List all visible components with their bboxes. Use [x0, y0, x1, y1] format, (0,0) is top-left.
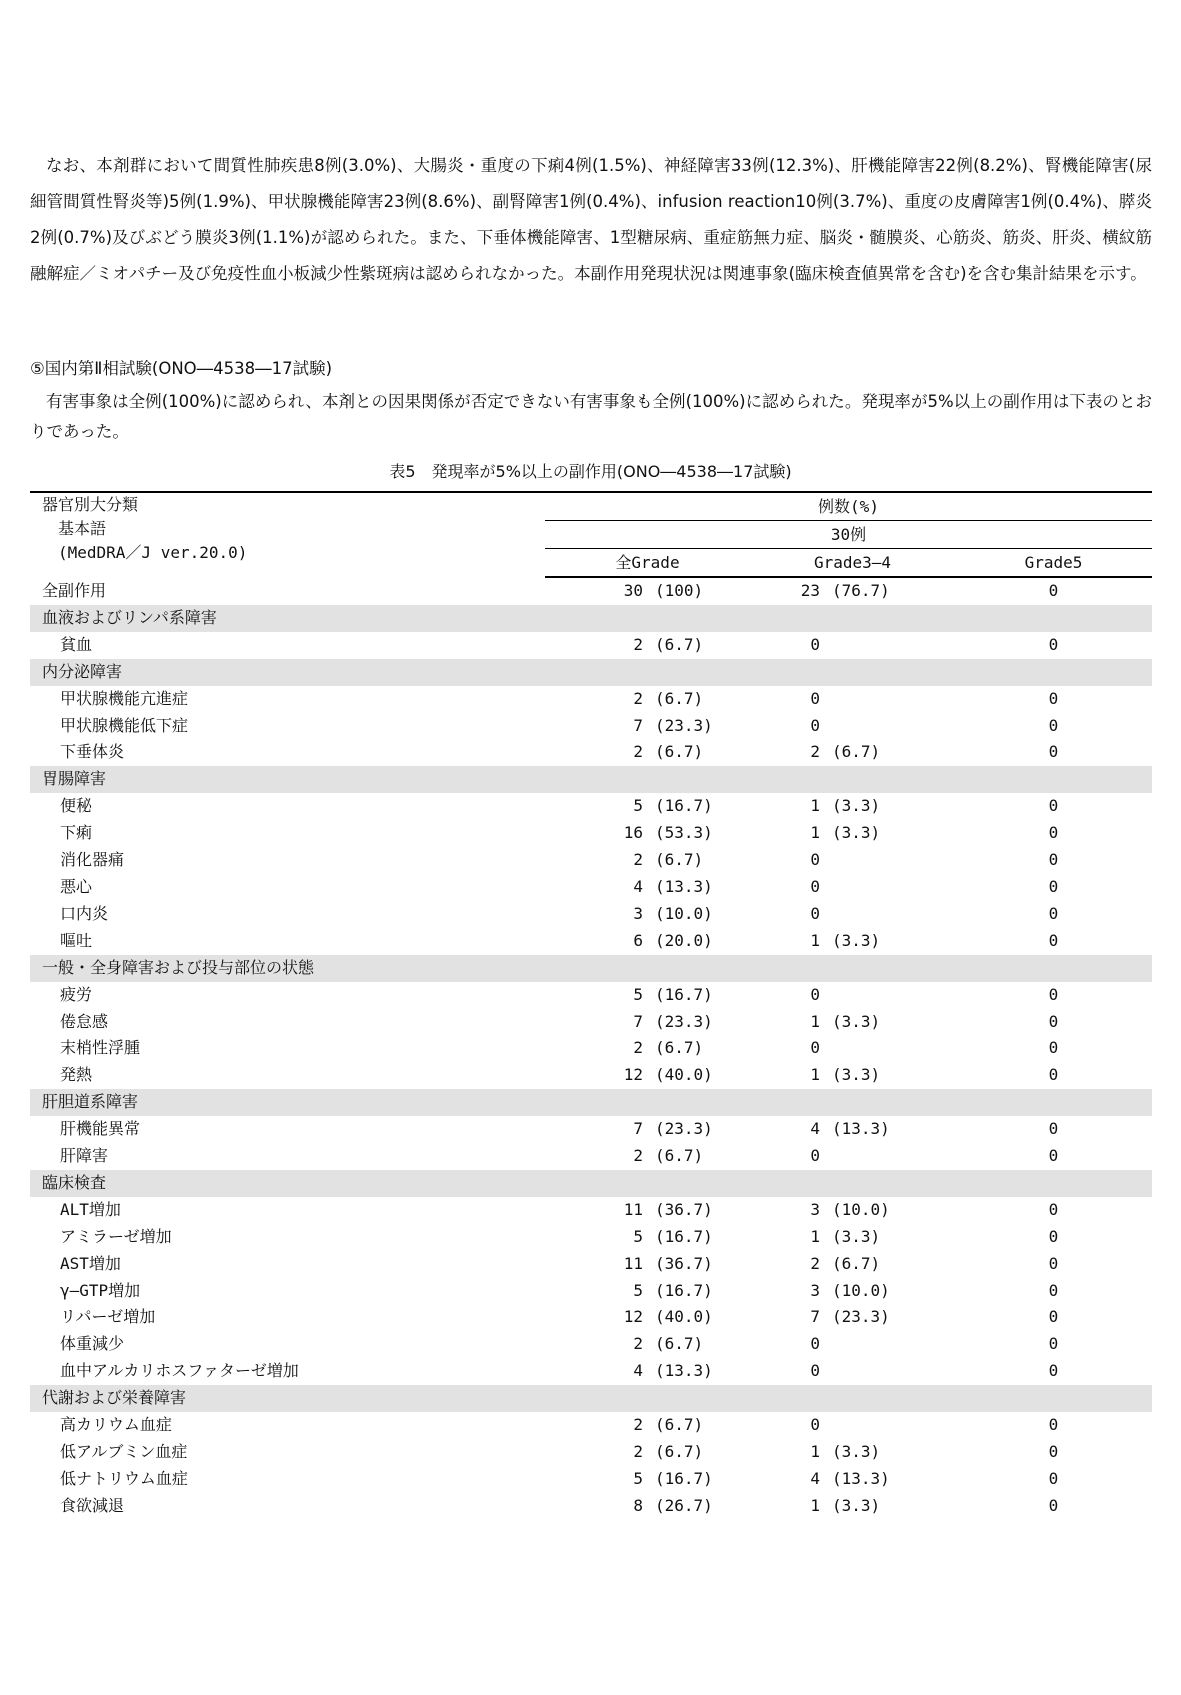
all-grade-cell [545, 874, 750, 901]
all-grade-percent: (13.3) [655, 1361, 713, 1381]
table-row [30, 928, 1152, 955]
grade34-count: 0 [810, 1038, 820, 1058]
header-col-g34: Grade3―4 [750, 549, 955, 578]
all-grade-count: 2 [633, 742, 643, 762]
all-grade-percent: (40.0) [655, 1307, 713, 1327]
grade34-cell [750, 793, 955, 820]
category-label: 胃腸障害 [30, 766, 1152, 793]
table-row [30, 901, 1152, 928]
all-grade-percent: (6.7) [655, 1038, 704, 1058]
grade34-count: 1 [810, 1226, 820, 1246]
all-grade-count: 5 [633, 1468, 643, 1488]
row-label: ALT増加 [60, 1199, 121, 1219]
header-n-label: 30例 [545, 521, 1152, 549]
grade34-percent: (6.7) [832, 1253, 881, 1273]
row-label: 低アルブミン血症 [60, 1442, 188, 1461]
grade34-percent: (76.7) [832, 581, 890, 600]
all-grade-percent: (6.7) [655, 1415, 704, 1435]
all-grade-count: 12 [623, 1065, 643, 1085]
row-label: 食欲減退 [60, 1495, 125, 1515]
grade5-cell: 0 [1048, 1415, 1059, 1435]
grade34-cell [750, 1278, 955, 1305]
row-label: 発熱 [60, 1065, 93, 1085]
all-grade-count: 2 [633, 688, 643, 708]
category-label: 血液およびリンパ系障害 [30, 605, 1152, 632]
grade34-count: 0 [810, 1415, 820, 1435]
grade34-cell [750, 1224, 955, 1251]
table-row [30, 1439, 1152, 1466]
grade5-cell: 0 [1048, 1226, 1059, 1246]
header-group-label: 例数(%) [545, 492, 1152, 521]
all-grade-cell [545, 1116, 750, 1143]
all-grade-cell [545, 1493, 750, 1520]
row-label: 低ナトリウム血症 [60, 1468, 188, 1488]
all-grade-count: 6 [633, 930, 643, 950]
table-row [30, 1062, 1152, 1089]
table-row [30, 1278, 1152, 1305]
row-label: アミラーゼ増加 [60, 1226, 172, 1246]
all-grade-cell [545, 1331, 750, 1358]
row-label: 口内炎 [60, 903, 109, 923]
grade34-cell [750, 1197, 955, 1224]
all-grade-percent: (13.3) [655, 876, 713, 896]
all-grade-count: 5 [633, 984, 643, 1004]
grade34-cell [750, 820, 955, 847]
grade34-count: 4 [810, 1119, 820, 1139]
grade34-cell [750, 847, 955, 874]
grade5-cell: 0 [1048, 1253, 1059, 1273]
all-grade-cell [545, 1278, 750, 1305]
grade5-cell: 0 [1048, 1038, 1059, 1058]
grade34-cell [750, 1493, 955, 1520]
grade5-cell: 0 [1048, 1307, 1059, 1327]
section-paragraph: 有害事象は全例(100%)に認められ、本剤との因果関係が否定できない有害事象も全例(100%)に認められた。発現率が5%以上の副作用は下表のとおりであった。 [30, 392, 1152, 441]
grade5-cell: 0 [1048, 688, 1059, 708]
adverse-events-table [30, 491, 1152, 1520]
table-row [30, 982, 1152, 1009]
all-grade-percent: (16.7) [655, 1468, 713, 1488]
grade34-count: 1 [810, 823, 820, 843]
row-label: 便秘 [60, 796, 93, 816]
table-row [30, 686, 1152, 713]
table-row [30, 847, 1152, 874]
row-label: 甲状腺機能低下症 [60, 715, 189, 735]
grade34-percent: (6.7) [832, 742, 881, 762]
all-grade-count: 2 [633, 1146, 643, 1166]
row-label: 消化器痛 [60, 850, 125, 870]
grade5-cell: 0 [1048, 1119, 1059, 1139]
grade5-cell: 0 [1048, 1146, 1059, 1166]
table-header-row [30, 492, 1152, 521]
all-grade-percent: (23.3) [655, 1119, 713, 1139]
grade34-percent: (23.3) [832, 1307, 890, 1327]
category-row [30, 1385, 1152, 1412]
intro-paragraph: なお、本剤群において間質性肺疾患8例(3.0%)、大腸炎・重度の下痢4例(1.5%)、神経障害33例(12.3%)、肝機能障害22例(8.2%)、腎機能障害(尿細管間質性腎炎等)5例(1.9%)、甲状腺機能障害23例(8.6%)、副腎障害1例(0.4%)、infusion reaction10例(3.7%)、重度の皮膚障害1例(0.4%)、膵炎2例(0.7%)及びぶどう膜炎3例(1.1%)が認められた。また、下垂体機能障害、1型糖尿病、重症筋無力症、脳炎・髄膜炎、心筋炎、筋炎、肝炎、横紋筋融解症／ミオパチー及び免疫性血小板減少性紫斑病は認められなかった。本副作用発現状況は関連事象(臨床検査値異常を含む)を含む集計結果を示す。 [30, 156, 1152, 283]
grade34-percent: (3.3) [832, 1442, 881, 1461]
all-grade-count: 7 [633, 1119, 643, 1139]
header-label-cell [30, 492, 545, 577]
all-grade-percent: (16.7) [655, 1226, 713, 1246]
grade34-cell [750, 901, 955, 928]
header-soc-label: 器官別大分類 [42, 495, 139, 514]
grade34-cell [750, 874, 955, 901]
table-row [30, 1251, 1152, 1278]
table-row [30, 1224, 1152, 1251]
grade5-cell: 0 [1048, 903, 1059, 923]
all-grade-count: 2 [633, 1334, 643, 1354]
all-grade-percent: (26.7) [655, 1495, 713, 1515]
all-grade-cell [545, 739, 750, 766]
grade34-count: 7 [810, 1307, 820, 1327]
all-grade-percent: (36.7) [655, 1199, 713, 1219]
header-col-all: 全Grade [545, 549, 750, 578]
all-grade-percent: (6.7) [655, 1334, 704, 1354]
grade34-cell [750, 1358, 955, 1385]
grade5-cell: 0 [1048, 823, 1059, 843]
table-row [30, 1035, 1152, 1062]
grade5-cell: 0 [1048, 1468, 1059, 1488]
table-row [30, 793, 1152, 820]
grade34-cell [750, 928, 955, 955]
row-label: 肝障害 [60, 1146, 109, 1166]
all-grade-percent: (6.7) [655, 688, 704, 708]
grade34-cell [750, 686, 955, 713]
grade34-percent: (10.0) [832, 1199, 890, 1219]
grade34-count: 0 [810, 903, 820, 923]
table-caption: 表5 発現率が5%以上の副作用(ONO―4538―17試験) [389, 462, 792, 481]
all-grade-percent: (6.7) [655, 1146, 704, 1166]
grade34-count: 2 [810, 742, 820, 762]
grade34-cell [750, 632, 955, 659]
all-grade-percent: (36.7) [655, 1253, 713, 1273]
category-row [30, 659, 1152, 686]
grade5-cell: 0 [1048, 876, 1059, 896]
grade34-cell [750, 1143, 955, 1170]
table-row [30, 874, 1152, 901]
grade34-percent: (3.3) [832, 1226, 881, 1246]
grade34-count: 0 [810, 876, 820, 896]
grade5-cell: 0 [1048, 930, 1059, 950]
all-grade-percent: (100) [655, 581, 704, 600]
all-grade-percent: (10.0) [655, 903, 713, 923]
grade34-cell [750, 713, 955, 740]
header-pt-label: 基本語 [58, 519, 107, 538]
grade34-count: 0 [810, 688, 820, 708]
all-grade-cell [545, 1304, 750, 1331]
grade34-percent: (13.3) [832, 1468, 890, 1488]
table-row [30, 713, 1152, 740]
grade34-cell [750, 739, 955, 766]
all-grade-percent: (6.7) [655, 1442, 704, 1461]
all-grade-cell [545, 632, 750, 659]
all-grade-count: 11 [623, 1199, 643, 1219]
all-grade-percent: (16.7) [655, 984, 713, 1004]
grade34-count: 0 [810, 1146, 820, 1166]
all-grade-count: 11 [623, 1253, 643, 1273]
grade34-count: 1 [810, 1442, 820, 1461]
grade34-percent: (3.3) [832, 796, 881, 816]
grade34-cell [750, 1251, 955, 1278]
all-grade-count: 5 [633, 796, 643, 816]
grade34-count: 1 [810, 796, 820, 816]
all-grade-cell [545, 1251, 750, 1278]
all-grade-count: 7 [633, 1011, 643, 1031]
grade34-count: 1 [810, 1495, 820, 1515]
grade34-count: 3 [810, 1280, 820, 1300]
grade5-cell: 0 [1048, 984, 1059, 1004]
row-label: 末梢性浮腫 [60, 1038, 141, 1058]
row-label: 疲労 [60, 984, 93, 1004]
all-grade-cell [545, 713, 750, 740]
all-grade-cell [545, 820, 750, 847]
row-label: 高カリウム血症 [60, 1415, 172, 1435]
all-grade-count: 2 [633, 1038, 643, 1058]
all-grade-percent: (16.7) [655, 796, 713, 816]
category-label: 肝胆道系障害 [30, 1089, 1152, 1116]
all-grade-cell [545, 577, 750, 605]
grade34-count: 1 [810, 1011, 820, 1031]
all-grade-cell [545, 1197, 750, 1224]
grade34-percent: (3.3) [832, 823, 881, 843]
all-grade-percent: (6.7) [655, 634, 704, 654]
all-grade-count: 5 [633, 1280, 643, 1300]
row-label: 体重減少 [60, 1334, 125, 1354]
grade5-cell: 0 [1048, 796, 1059, 816]
row-label: 血中アルカリホスファターゼ増加 [60, 1361, 299, 1381]
row-label: AST増加 [60, 1253, 121, 1273]
grade5-cell: 0 [1048, 1334, 1059, 1354]
all-grade-count: 2 [633, 850, 643, 870]
section-heading: ⑤国内第Ⅱ相試験(ONO―4538―17試験) [30, 359, 333, 378]
all-grade-cell [545, 1412, 750, 1439]
row-label: 悪心 [60, 876, 93, 896]
all-grade-count: 8 [633, 1495, 643, 1515]
all-grade-count: 4 [633, 1361, 643, 1381]
category-label: 臨床検査 [30, 1170, 1152, 1197]
grade34-percent: (3.3) [832, 930, 881, 950]
grade34-cell [750, 982, 955, 1009]
grade5-cell: 0 [1048, 1442, 1059, 1461]
grade34-count: 0 [810, 850, 820, 870]
category-row [30, 766, 1152, 793]
header-col-g5: Grade5 [955, 549, 1152, 578]
grade5-cell: 0 [1048, 1495, 1059, 1515]
grade34-cell [750, 1466, 955, 1493]
table-row [30, 739, 1152, 766]
all-grade-cell [545, 847, 750, 874]
table-row [30, 1331, 1152, 1358]
grade34-cell [750, 1412, 955, 1439]
table-row [30, 1304, 1152, 1331]
grade34-count: 0 [810, 634, 820, 654]
all-grade-percent: (23.3) [655, 1011, 713, 1031]
table-row [30, 1143, 1152, 1170]
row-label: 肝機能異常 [60, 1119, 141, 1139]
grade34-cell [750, 1116, 955, 1143]
grade34-cell [750, 1331, 955, 1358]
table-row [30, 1197, 1152, 1224]
grade34-cell [750, 1009, 955, 1036]
row-label: 甲状腺機能亢進症 [60, 688, 189, 708]
all-grade-percent: (23.3) [655, 715, 713, 735]
grade34-percent: (3.3) [832, 1065, 881, 1085]
grade34-percent: (10.0) [832, 1280, 890, 1300]
all-grade-count: 5 [633, 1226, 643, 1246]
all-grade-cell [545, 1009, 750, 1036]
all-grade-count: 2 [633, 1415, 643, 1435]
all-grade-cell [545, 686, 750, 713]
grade5-cell: 0 [1048, 1361, 1059, 1381]
all-grade-cell [545, 901, 750, 928]
grade34-count: 0 [810, 715, 820, 735]
total-row [30, 577, 1152, 605]
all-grade-cell [545, 928, 750, 955]
grade5-cell: 0 [1048, 1199, 1059, 1219]
all-grade-cell [545, 1224, 750, 1251]
all-grade-cell [545, 1143, 750, 1170]
grade5-cell: 0 [1048, 715, 1059, 735]
all-grade-percent: (53.3) [655, 823, 713, 843]
grade34-cell [750, 1304, 955, 1331]
all-grade-cell [545, 793, 750, 820]
grade34-count: 1 [810, 1065, 820, 1085]
all-grade-percent: (40.0) [655, 1065, 713, 1085]
all-grade-count: 4 [633, 876, 643, 896]
all-grade-cell [545, 1358, 750, 1385]
grade34-percent: (3.3) [832, 1495, 881, 1515]
table-row [30, 1493, 1152, 1520]
all-grade-cell [545, 1466, 750, 1493]
row-label: 全副作用 [42, 580, 107, 600]
category-row [30, 1089, 1152, 1116]
row-label: 嘔吐 [60, 930, 93, 950]
grade34-cell [750, 1062, 955, 1089]
table-row [30, 820, 1152, 847]
table-row [30, 1009, 1152, 1036]
grade34-percent: (13.3) [832, 1119, 890, 1139]
table-row [30, 632, 1152, 659]
category-row [30, 955, 1152, 982]
grade5-cell: 0 [1048, 634, 1059, 654]
all-grade-cell [545, 1062, 750, 1089]
header-meddra-label: (MedDRA／J ver.20.0) [58, 543, 248, 562]
row-label: γ―GTP増加 [60, 1280, 141, 1300]
all-grade-cell [545, 1439, 750, 1466]
grade34-cell [750, 1439, 955, 1466]
grade34-count: 0 [810, 1361, 820, 1381]
all-grade-count: 16 [623, 823, 643, 843]
row-label: 倦怠感 [60, 1011, 109, 1031]
all-grade-count: 7 [633, 715, 643, 735]
grade5-cell: 0 [1048, 742, 1059, 762]
grade34-percent: (3.3) [832, 1011, 881, 1031]
all-grade-percent: (6.7) [655, 742, 704, 762]
grade34-count: 4 [810, 1468, 820, 1488]
grade34-count: 3 [810, 1199, 820, 1219]
category-row [30, 1170, 1152, 1197]
grade34-count: 1 [810, 930, 820, 950]
grade34-cell [750, 577, 955, 605]
grade34-count: 2 [810, 1253, 820, 1273]
all-grade-count: 3 [633, 903, 643, 923]
all-grade-percent: (20.0) [655, 930, 713, 950]
all-grade-percent: (16.7) [655, 1280, 713, 1300]
all-grade-count: 2 [633, 634, 643, 654]
grade5-cell: 0 [1048, 850, 1059, 870]
all-grade-percent: (6.7) [655, 850, 704, 870]
grade5-cell: 0 [1048, 1065, 1059, 1085]
grade34-cell [750, 1035, 955, 1062]
category-row [30, 605, 1152, 632]
all-grade-cell [545, 1035, 750, 1062]
all-grade-cell [545, 982, 750, 1009]
all-grade-count: 30 [623, 581, 643, 600]
category-label: 内分泌障害 [30, 659, 1152, 686]
row-label: リパーゼ増加 [60, 1307, 156, 1327]
grade34-count: 0 [810, 984, 820, 1004]
category-label: 代謝および栄養障害 [30, 1385, 1152, 1412]
grade5-cell: 0 [1048, 1011, 1059, 1031]
grade34-count: 0 [810, 1334, 820, 1354]
table-row [30, 1116, 1152, 1143]
grade5-cell: 0 [1048, 581, 1059, 600]
all-grade-count: 2 [633, 1442, 643, 1461]
table-row [30, 1466, 1152, 1493]
table-row [30, 1412, 1152, 1439]
category-label: 一般・全身障害および投与部位の状態 [30, 955, 1152, 982]
grade34-count: 23 [800, 581, 820, 600]
grade5-cell: 0 [1048, 1280, 1059, 1300]
table-row [30, 1358, 1152, 1385]
row-label: 下痢 [60, 823, 93, 843]
row-label: 下垂体炎 [60, 742, 125, 762]
all-grade-count: 12 [623, 1307, 643, 1327]
row-label: 貧血 [60, 634, 93, 654]
